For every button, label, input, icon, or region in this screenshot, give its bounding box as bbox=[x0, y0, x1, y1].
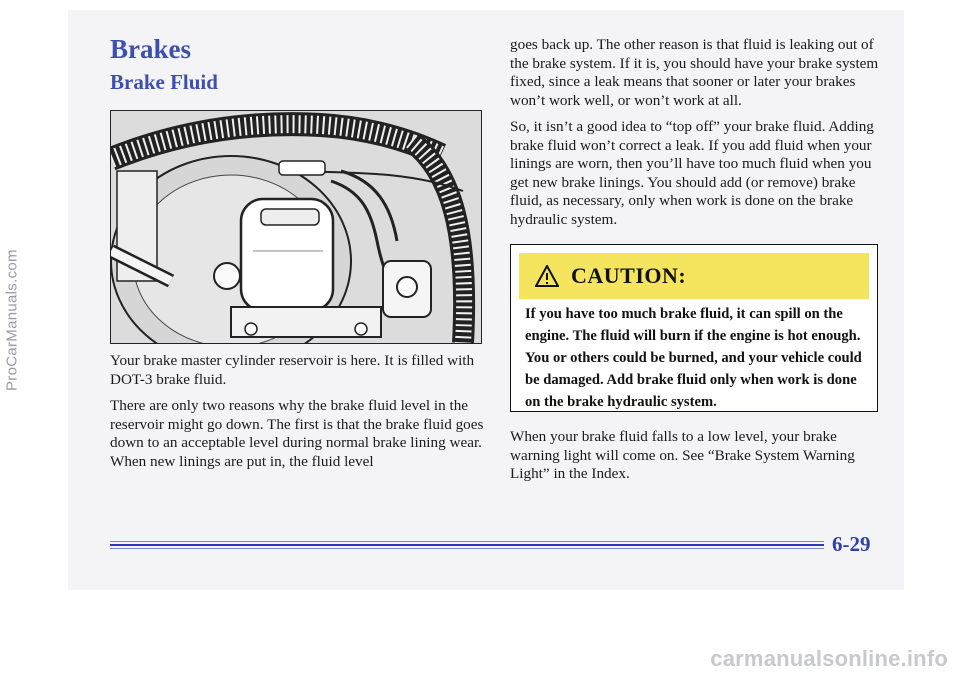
caution-box bbox=[510, 244, 878, 412]
subsection-title: Brake Fluid bbox=[110, 70, 218, 94]
caution-header bbox=[519, 253, 869, 299]
caution-text: If you have too much brake fluid, it can spill on the engine. The fluid will burn if the engine is hot enough. You or others could be burned, and your vehicle could be damaged. Add brake fluid only when work is done on the brake hydraulic system. bbox=[525, 306, 862, 410]
paragraph-reservoir: Your brake master cylinder reservoir is here. It is filled with DOT-3 brake fluid. bbox=[110, 352, 475, 388]
paragraph-fluid-level: There are only two reasons why the brake fluid level in the reservoir might go down. The first is that the brake fluid goes down to an acceptable level during normal brake lining wear. When new linings are put in, the fluid level bbox=[110, 397, 484, 470]
footer-rule-thick bbox=[110, 544, 824, 546]
left-column bbox=[110, 352, 495, 471]
brake-master-cylinder-illustration bbox=[110, 110, 482, 344]
right-column bbox=[510, 36, 882, 229]
warning-light-paragraph-container bbox=[510, 428, 882, 484]
paragraph-leak: goes back up. The other reason is that fluid is leaking out of the brake system. If it is, you should have your brake system fixed, since a leak means that sooner or later your brakes won’t work well, or won’t work at all. bbox=[510, 36, 879, 109]
paragraph-top-off: So, it isn’t a good idea to “top off” your brake fluid. Adding brake fluid won’t correct a leak. If you add fluid when your linings are worn, then you’ll have too much fluid when you get new brake linings. You should add (or remove) brake fluid, as necessary, only when work is done on the brake hydraulic system. bbox=[510, 118, 874, 228]
footer-rule-thin-top bbox=[110, 541, 824, 542]
paragraph-warning-light: When your brake fluid falls to a low level, your brake warning light will come on. See “Brake System Warning Light” in the Index. bbox=[510, 428, 855, 482]
footer-rule-thin-bottom bbox=[110, 548, 824, 549]
warning-triangle-icon bbox=[535, 265, 559, 287]
side-watermark: ProCarManuals.com bbox=[3, 249, 21, 391]
section-title: Brakes bbox=[110, 34, 191, 64]
engine-illustration-icon bbox=[111, 111, 481, 343]
caution-heading: CAUTION: bbox=[571, 263, 687, 288]
bottom-watermark: carmanualsonline.info bbox=[710, 646, 948, 671]
page-number: 6-29 bbox=[832, 532, 871, 556]
